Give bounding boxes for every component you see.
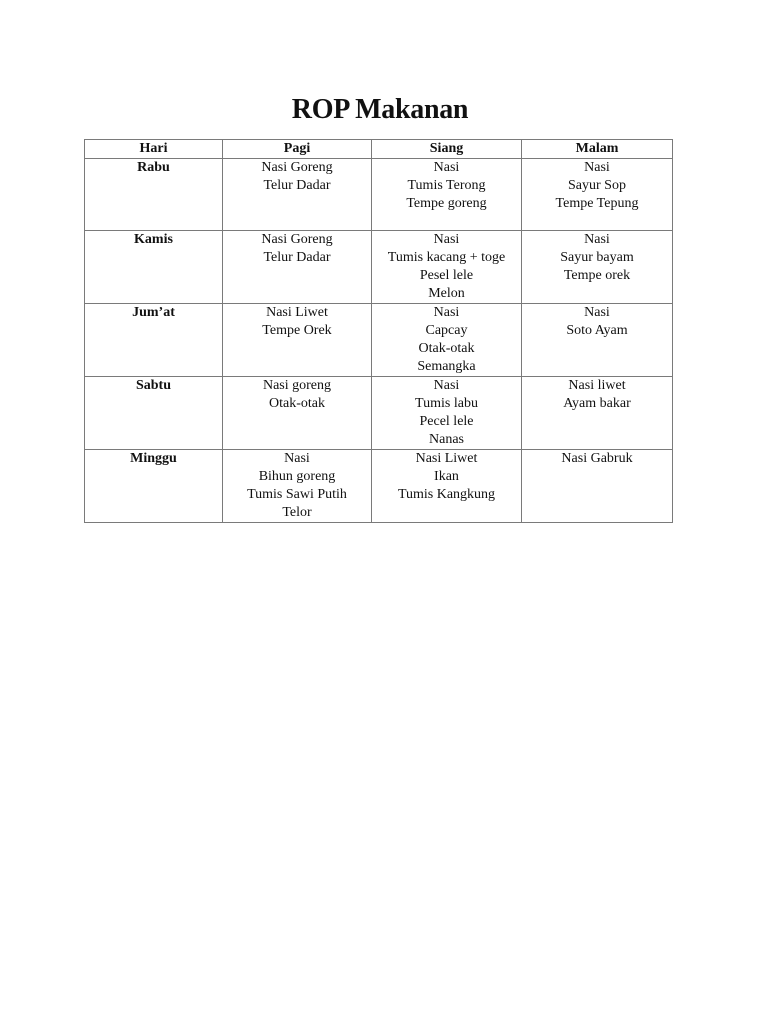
pagi-cell xyxy=(223,377,372,450)
menu-item: Nasi xyxy=(584,232,610,247)
menu-item: Nasi Goreng xyxy=(261,160,333,175)
menu-item: Tempe orek xyxy=(563,268,631,283)
menu-item: Melon xyxy=(428,286,465,301)
header-malam: Malam xyxy=(522,140,673,159)
menu-item: Semangka xyxy=(417,359,476,374)
siang-cell xyxy=(372,304,522,377)
malam-cell xyxy=(522,450,673,523)
menu-item: Tempe Orek xyxy=(262,323,332,338)
menu-item: Sayur bayam xyxy=(560,250,634,265)
menu-item: Tumis Sawi Putih xyxy=(247,487,347,502)
pagi-cell xyxy=(223,231,372,304)
menu-item: Otak-otak xyxy=(418,341,475,356)
siang-cell xyxy=(372,159,522,231)
menu-item: Bihun goreng xyxy=(258,469,336,484)
menu-item: Telur Dadar xyxy=(263,178,331,193)
menu-table xyxy=(84,139,673,523)
menu-item: Nasi xyxy=(284,451,310,466)
menu-item: Nasi xyxy=(433,378,460,393)
malam-cell xyxy=(522,159,673,231)
pagi-cell xyxy=(223,450,372,523)
siang-cell xyxy=(372,450,522,523)
menu-item: Sayur Sop xyxy=(568,178,626,193)
menu-item: Tempe Tepung xyxy=(555,196,639,211)
menu-item: Nasi xyxy=(433,305,460,320)
menu-item: Telur Dadar xyxy=(263,250,331,265)
menu-item: Tumis kacang + toge xyxy=(387,250,506,265)
menu-item: Nasi Liwet xyxy=(415,451,478,466)
header-row xyxy=(85,140,673,159)
day-cell: Minggu xyxy=(85,450,223,523)
menu-item: Nasi xyxy=(433,232,460,247)
menu-item: Ikan xyxy=(434,469,459,484)
menu-item: Nanas xyxy=(429,432,464,447)
menu-table-body xyxy=(85,159,673,523)
menu-item: Nasi Goreng xyxy=(261,232,333,247)
menu-item: Nasi liwet xyxy=(568,378,626,393)
day-cell: Kamis xyxy=(85,231,223,304)
menu-item: Capcay xyxy=(425,323,468,338)
menu-item: Nasi xyxy=(433,160,460,175)
menu-item: Tumis labu xyxy=(415,396,478,411)
menu-item: Soto Ayam xyxy=(566,323,628,338)
table-row xyxy=(85,231,673,304)
siang-cell xyxy=(372,231,522,304)
menu-item: Ayam bakar xyxy=(563,396,631,411)
menu-item: Nasi Liwet xyxy=(266,305,328,320)
menu-item: Telor xyxy=(282,505,312,520)
menu-item: Nasi xyxy=(584,305,610,320)
day-cell: Rabu xyxy=(85,159,223,231)
malam-cell xyxy=(522,231,673,304)
pagi-cell xyxy=(223,304,372,377)
table-row xyxy=(85,159,673,231)
pagi-cell xyxy=(223,159,372,231)
menu-item: Otak-otak xyxy=(269,396,325,411)
menu-item: Pesel lele xyxy=(419,268,474,283)
day-cell: Jum’at xyxy=(85,304,223,377)
table-row xyxy=(85,377,673,450)
menu-item: Nasi xyxy=(584,160,610,175)
menu-item: Nasi Gabruk xyxy=(561,451,633,466)
menu-item: Pecel lele xyxy=(419,414,474,429)
menu-item: Tempe goreng xyxy=(406,196,487,211)
table-row xyxy=(85,450,673,523)
table-row xyxy=(85,304,673,377)
menu-item: Nasi goreng xyxy=(262,378,332,393)
header-siang: Siang xyxy=(372,140,522,159)
menu-item: Tumis Terong xyxy=(407,178,486,193)
malam-cell xyxy=(522,377,673,450)
siang-cell xyxy=(372,377,522,450)
menu-item: Tumis Kangkung xyxy=(397,487,496,502)
malam-cell xyxy=(522,304,673,377)
header-pagi: Pagi xyxy=(223,140,372,159)
document-title: ROP Makanan xyxy=(291,94,469,125)
day-cell: Sabtu xyxy=(85,377,223,450)
header-hari: Hari xyxy=(85,140,223,159)
